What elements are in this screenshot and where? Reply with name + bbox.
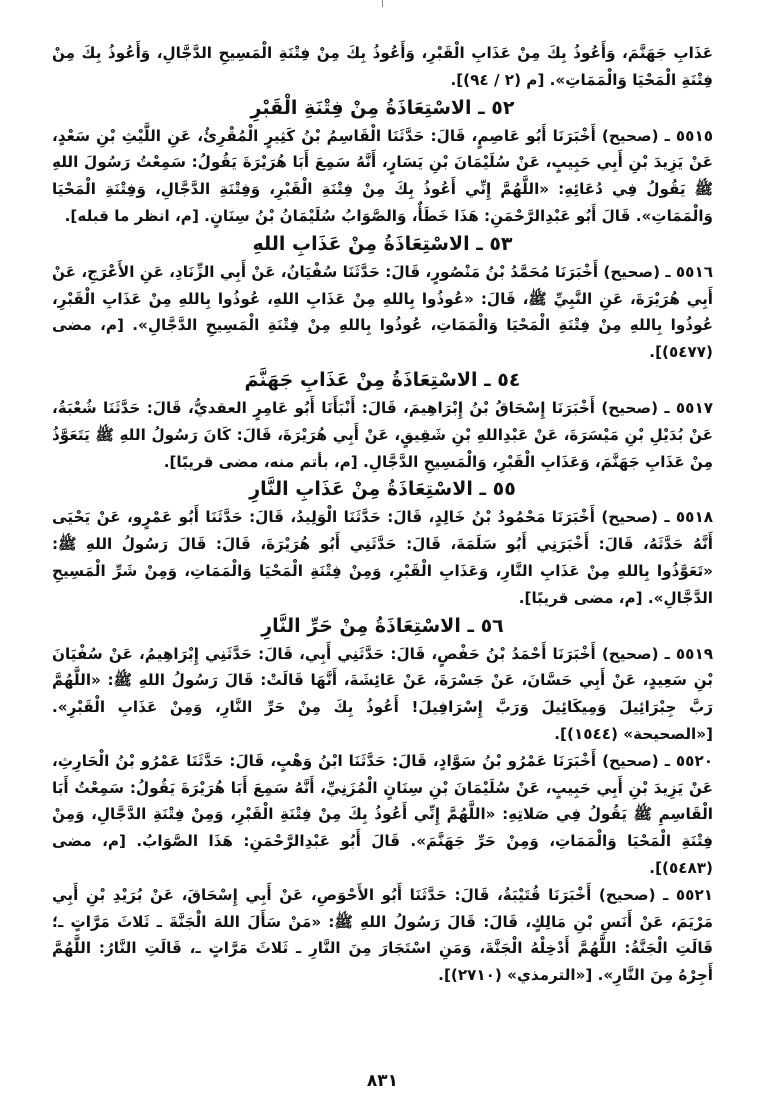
continuation-paragraph: عَذَابِ جَهَنَّمَ، وَأَعُوذُ بِكَ مِنْ عَذَابِ الْقَبْرِ، وَأَعُوذُ بِكَ مِنْ فِتْنَةِ الْمَسِيحِ الدَّجَّالِ، وَأَعُوذُ بِكَ مِنْ فِتْنَةِ الْمَحْيَا وَالْمَمَاتِ». [م (٢ / ٩٤)]. — [52, 44, 713, 89]
hadith-5520: ٥٥٢٠ ـ (صحيح) أَخْبَرَنَا عَمْرُو بْنُ سَوَّادٍ، قَالَ: حَدَّثَنَا ابْنُ وَهْبٍ، قَالَ: حَدَّثَنَا عَمْرُو بْنُ الْحَارِثِ، عَنْ يَزِيدَ بْنِ أَبِي حَبِيبٍ، عَنْ سُلَيْمَانَ بْنِ سِنَانٍ الْمُزَنِيِّ، أَنَّهُ سَمِعَ أَبَا هُرَيْرَةَ يَقُولُ: سَمِعْتُ أَبَا الْقَاسِمِ ﷺ يَقُولُ فِي صَلاتِهِ: «اللَّهُمَّ إِنِّي أَعُوذُ بِكَ مِنْ فِتْنَةِ الْقَبْرِ، وَمِنْ فِتْنَةِ الدَّجَّالِ، وَمِنْ فِتْنَةِ الْمَحْيَا وَالْمَمَاتِ، وَمِنْ حَرِّ جَهَنَّمَ». قَالَ أَبُو عَبْدِالرَّحْمَنِ: هَذَا الصَّوَابُ. [م، مضى (٥٤٨٣)]. — [52, 751, 713, 877]
chapter-heading-54: ٥٤ ـ الاسْتِعَاذَةُ مِنْ عَذَابِ جَهَنَّمَ — [244, 368, 521, 391]
hadith-5515: ٥٥١٥ ـ (صحيح) أَخْبَرَنَا أَبُو عَاصِمٍ، قَالَ: حَدَّثَنَا الْقَاسِمُ بْنُ كَثِيرٍ الْمُقْرِئُ، عَنِ اللَّيْثِ بْنِ سَعْدٍ، عَنْ يَزِيدَ بْنِ أَبِي حَبِيبٍ، عَنْ سُلَيْمَانَ بْنِ يَسَارٍ، أَنَّهُ سَمِعَ أَبَا هُرَيْرَةَ يَقُولُ: سَمِعْتُ رَسُولَ اللهِ ﷺ يَقُولُ فِي دُعَائِهِ: «اللَّهُمَّ إِنِّي أَعُوذُ بِكَ مِنْ فِتْنَةِ الْقَبْرِ، وَفِتْنَةِ الدَّجَّالِ، وَفِتْنَةِ الْمَحْيَا وَالْمَمَاتِ». قَالَ أَبُو عَبْدِالرَّحْمَنِ: هَذَا خَطَأٌ، وَالصَّوَابُ سُلَيْمَانُ بْنُ سِنَانٍ. [م، انظر ما قبله]. — [52, 126, 713, 225]
hadith-5518: ٥٥١٨ ـ (صحيح) أَخْبَرَنَا مَحْمُودُ بْنُ خَالِدٍ، قَالَ: حَدَّثَنَا الْوَلِيدُ، قَالَ: حَدَّثَنَا أَبُو عَمْرٍو، عَنْ يَحْيَى أَنَّهُ حَدَّثَهُ، قَالَ: أَخْبَرَنِي أَبُو سَلَمَةَ، قَالَ: حَدَّثَنِي أَبُو هُرَيْرَةَ، قَالَ: قَالَ رَسُولُ اللهِ ﷺ: «تَعَوَّذُوا بِاللهِ مِنْ عَذَابِ النَّارِ، وَعَذَابِ الْقَبْرِ، وَمِنْ فِتْنَةِ الْمَحْيَا وَالْمَمَاتِ، وَمِنْ شَرِّ الْمَسِيحِ الدَّجَّالِ». [م، مضى قريبًا]. — [52, 508, 713, 607]
hadith-5521: ٥٥٢١ ـ (صحيح) أَخْبَرَنَا قُتَيْبَةُ، قَالَ: حَدَّثَنَا أَبُو الأَحْوَصِ، عَنْ أَبِي إِسْحَاقَ، عَنْ بُرَيْدِ بْنِ أَبِي مَرْيَمَ، عَنْ أَنَسِ بْنِ مَالِكٍ، قَالَ: قَالَ رَسُولُ اللهِ ﷺ: «مَنْ سَأَلَ اللهَ الْجَنَّةَ ـ ثَلاثَ مَرَّاتٍ ـ؛ قَالَتِ الْجَنَّةُ: اللَّهُمَّ أَدْخِلْهُ الْجَنَّةَ، وَمَنِ اسْتَجَارَ مِنَ النَّارِ ـ ثَلاثَ مَرَّاتٍ ـ، قَالَتِ النَّارُ: اللَّهُمَّ أَجِرْهُ مِنَ النَّارِ». [«الترمذي» (٢٧١٠)]. — [52, 885, 713, 985]
hadith-5519: ٥٥١٩ ـ (صحيح) أَخْبَرَنَا أَحْمَدُ بْنُ حَفْصٍ، قَالَ: حَدَّثَنِي أَبِي، قَالَ: حَدَّثَنِي إِبْرَاهِيمُ، عَنْ سُفْيَانَ بْنِ سَعِيدٍ، عَنْ أَبِي حَسَّانَ، عَنْ جَسْرَةَ، عَنْ عَائِشَةَ، أَنَّهَا قَالَتْ: قَالَ رَسُولُ اللهِ ﷺ: «اللَّهُمَّ رَبَّ جِبْرَائِيلَ وَمِيكَائِيلَ وَرَبَّ إِسْرَافِيلَ! أَعُوذُ بِكَ مِنْ حَرِّ النَّارِ، وَمِنْ عَذَابِ الْقَبْرِ». [«الصحيحة» (١٥٤٤)]. — [52, 644, 713, 743]
chapter-heading-52: ٥٢ ـ الاسْتِعَاذَةُ مِنْ فِتْنَةِ الْقَبْرِ — [250, 96, 515, 119]
chapter-heading-56: ٥٦ ـ الاسْتِعَاذَةُ مِنْ حَرِّ النَّارِ — [261, 614, 504, 637]
chapter-heading-53: ٥٣ ـ الاسْتِعَاذَةُ مِنْ عَذَابِ اللهِ — [252, 232, 513, 255]
hadith-5516: ٥٥١٦ ـ (صحيح) أَخْبَرَنَا مُحَمَّدُ بْنُ مَنْصُورٍ، قَالَ: حَدَّثَنَا سُفْيَانُ، عَنْ أَبِي الزِّنَادِ، عَنِ الأَعْرَجِ، عَنْ أَبِي هُرَيْرَةَ، عَنِ النَّبِيِّ ﷺ، قَالَ: «عُوذُوا بِاللهِ مِنْ عَذَابِ اللهِ، عُوذُوا بِاللهِ مِنْ عَذَابِ الْقَبْرِ، عُوذُوا بِاللهِ مِنْ فِتْنَةِ الْمَحْيَا وَالْمَمَاتِ، عُوذُوا بِاللهِ مِنْ فِتْنَةِ الْمَسِيحِ الدَّجَّالِ». [م، مضى (٥٤٧٧)]. — [52, 262, 713, 362]
chapter-heading-55: ٥٥ ـ الاسْتِعَاذَةُ مِنْ عَذَابِ النَّارِ — [249, 478, 516, 501]
page-body — [52, 40, 713, 989]
hadith-5517: ٥٥١٧ ـ (صحيح) أَخْبَرَنَا إِسْحَاقُ بْنُ إِبْرَاهِيمَ، قَالَ: أَنْبَأَنَا أَبُو عَامِرٍ العقديُّ، قَالَ: حَدَّثَنَا شُعْبَةُ، عَنْ بُدَيْلِ بْنِ مَيْسَرَةَ، عَنْ عَبْدِاللهِ بْنِ شَقِيقٍ، عَنْ أَبِي هُرَيْرَةَ، قَالَ: كَانَ رَسُولُ اللهِ ﷺ يَتَعَوَّذُ مِنْ عَذَابِ جَهَنَّمَ، وَعَذَابِ الْقَبْرِ، وَالْمَسِيحِ الدَّجَّالِ. [م، بأتم منه، مضى قريبًا]. — [52, 398, 713, 471]
page-number: ٨٣١ — [366, 1071, 399, 1091]
page-fold-mark — [382, 0, 383, 7]
